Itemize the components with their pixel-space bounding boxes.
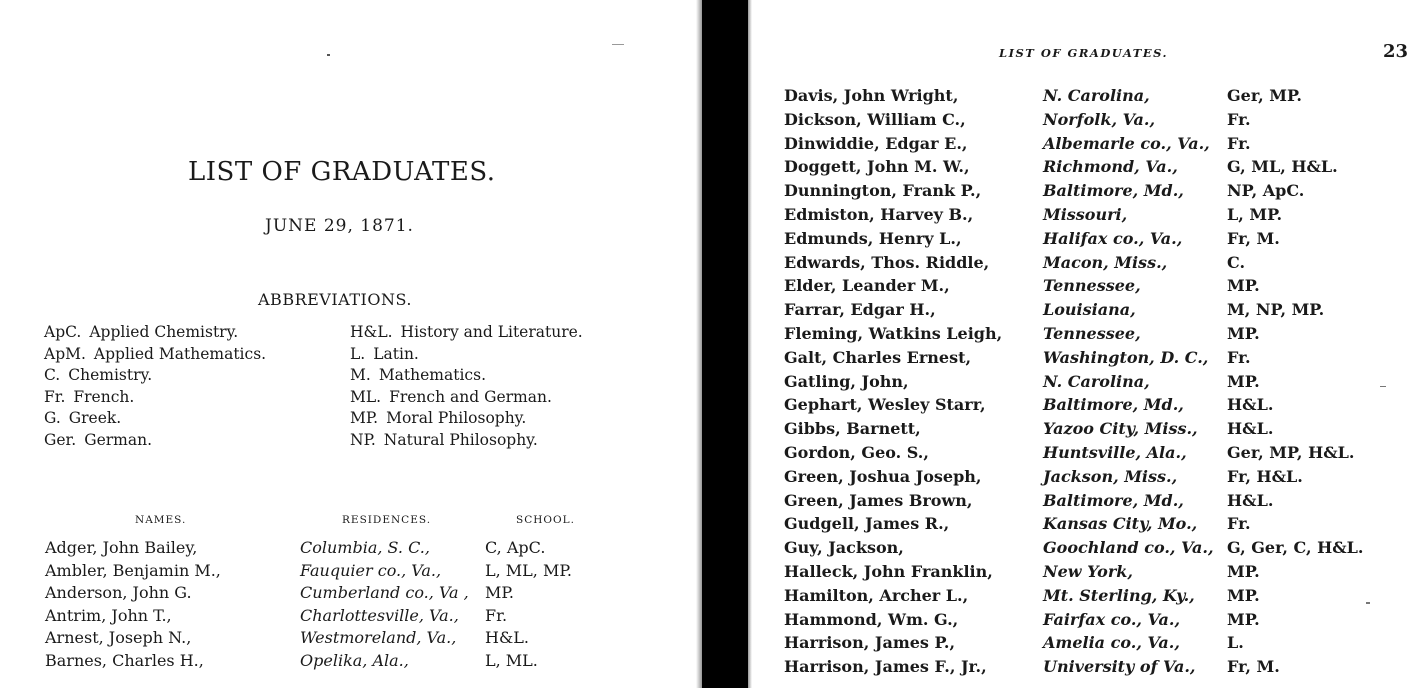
graduate-residence: Amelia co., Va., bbox=[1043, 633, 1180, 653]
graduate-residence: Cumberland co., Va , bbox=[300, 583, 469, 602]
abbreviation-item bbox=[350, 387, 583, 409]
graduate-residence: Washington, D. C., bbox=[1043, 347, 1209, 367]
abbreviation-key: MP. bbox=[350, 409, 379, 427]
table-row bbox=[742, 86, 1419, 110]
abbreviation-key: ApM. bbox=[44, 344, 86, 363]
table-row bbox=[0, 583, 712, 606]
graduate-residence: Fauquier co., Va., bbox=[300, 560, 442, 580]
abbreviation-key: M. bbox=[350, 366, 371, 384]
graduate-residence: Baltimore, Md., bbox=[1043, 181, 1184, 201]
graduate-residence: Tennessee, bbox=[1043, 276, 1141, 296]
abbreviation-item bbox=[350, 322, 583, 344]
table-row bbox=[0, 561, 712, 584]
graduate-name: Harrison, James F., Jr., bbox=[784, 657, 987, 677]
graduate-school: L, ML. bbox=[485, 650, 538, 670]
abbreviation-key: C. bbox=[44, 366, 61, 384]
abbreviation-item bbox=[350, 430, 583, 452]
graduate-name: Dinwiddie, Edgar E., bbox=[784, 133, 968, 153]
graduate-residence: Yazoo City, Miss., bbox=[1043, 419, 1198, 439]
graduate-name: Gudgell, James R., bbox=[784, 514, 950, 534]
graduate-school: Fr. bbox=[1227, 514, 1251, 534]
graduate-name: Edwards, Thos. Riddle, bbox=[784, 252, 990, 272]
abbreviations-list-left bbox=[44, 322, 266, 451]
table-row bbox=[742, 562, 1419, 586]
table-row bbox=[0, 538, 712, 561]
table-row bbox=[742, 324, 1419, 348]
table-row bbox=[742, 205, 1419, 229]
graduate-name: Guy, Jackson, bbox=[784, 538, 904, 558]
abbreviation-item bbox=[44, 387, 266, 409]
running-head: LIST OF GRADUATES. bbox=[999, 46, 1168, 60]
graduate-school: Fr. bbox=[1227, 347, 1251, 367]
graduate-school: Ger, MP. bbox=[1227, 86, 1302, 105]
table-row bbox=[742, 419, 1419, 443]
graduate-residence: Louisiana, bbox=[1043, 300, 1136, 320]
abbreviation-meaning: French and German. bbox=[389, 387, 552, 406]
abbreviation-item bbox=[44, 365, 266, 387]
table-row bbox=[742, 276, 1419, 300]
abbreviation-meaning: Mathematics. bbox=[378, 366, 486, 384]
graduate-name: Halleck, John Franklin, bbox=[784, 561, 993, 581]
graduate-residence: Richmond, Va., bbox=[1043, 157, 1178, 177]
graduate-residence: N. Carolina, bbox=[1043, 371, 1150, 391]
graduate-school: Fr, M. bbox=[1227, 657, 1280, 677]
page-title: LIST OF GRADUATES. bbox=[188, 157, 496, 187]
abbreviation-item bbox=[350, 408, 583, 430]
graduate-school: M, NP, MP. bbox=[1227, 300, 1325, 320]
graduate-residence: Opelika, Ala., bbox=[300, 650, 409, 670]
graduate-school: L, ML, MP. bbox=[485, 560, 572, 580]
graduate-school: H&L. bbox=[485, 628, 529, 647]
abbreviations-heading: ABBREVIATIONS. bbox=[258, 290, 412, 309]
graduate-residence: Westmoreland, Va., bbox=[300, 628, 457, 647]
graduate-school: MP. bbox=[1227, 561, 1260, 581]
school-column-header: SCHOOL. bbox=[516, 514, 575, 526]
graduate-school: MP. bbox=[1227, 276, 1260, 296]
graduate-school: L, MP. bbox=[1227, 204, 1283, 224]
print-speck bbox=[612, 44, 624, 45]
graduate-name: Davis, John Wright, bbox=[784, 86, 959, 105]
graduate-residence: Baltimore, Md., bbox=[1043, 395, 1184, 415]
table-row bbox=[0, 606, 712, 629]
table-row bbox=[742, 229, 1419, 253]
graduate-school: Fr. bbox=[1227, 133, 1251, 153]
graduate-residence: Columbia, S. C., bbox=[300, 538, 430, 557]
graduate-name: Fleming, Watkins Leigh, bbox=[784, 323, 1003, 343]
abbreviation-meaning: Moral Philosophy. bbox=[386, 409, 527, 427]
abbreviation-meaning: Chemistry. bbox=[68, 366, 153, 384]
graduate-school: Fr. bbox=[485, 605, 508, 625]
table-row bbox=[742, 586, 1419, 610]
abbreviation-key: NP. bbox=[350, 430, 376, 449]
table-row bbox=[0, 651, 712, 674]
graduate-residence: Albemarle co., Va., bbox=[1043, 133, 1210, 153]
graduate-school: Fr, M. bbox=[1227, 228, 1280, 248]
table-row bbox=[742, 491, 1419, 515]
graduate-residence: Missouri, bbox=[1043, 204, 1128, 224]
print-speck bbox=[1366, 602, 1370, 604]
residences-column-header: RESIDENCES. bbox=[342, 514, 432, 526]
graduate-school: Ger, MP, H&L. bbox=[1227, 442, 1355, 462]
page-number: 23 bbox=[1383, 41, 1409, 62]
table-row bbox=[0, 628, 712, 651]
abbreviation-key: ApC. bbox=[44, 323, 82, 341]
graduate-name: Edmunds, Henry L., bbox=[784, 228, 962, 248]
graduate-name: Gatling, John, bbox=[784, 371, 909, 391]
abbreviation-meaning: German. bbox=[84, 430, 153, 449]
table-row bbox=[742, 300, 1419, 324]
graduate-residence: Halifax co., Va., bbox=[1043, 228, 1183, 248]
graduate-name: Elder, Leander M., bbox=[784, 276, 950, 296]
graduate-residence: Charlottesville, Va., bbox=[300, 605, 459, 625]
graduate-name: Edmiston, Harvey B., bbox=[784, 204, 974, 224]
graduate-name: Arnest, Joseph N., bbox=[45, 628, 192, 647]
abbreviation-key: H&L. bbox=[350, 323, 393, 341]
abbreviation-item bbox=[44, 408, 266, 430]
graduate-school: Fr, H&L. bbox=[1227, 466, 1303, 486]
abbreviation-item bbox=[350, 365, 583, 387]
graduate-name: Gibbs, Barnett, bbox=[784, 419, 921, 439]
right-page bbox=[742, 0, 1419, 688]
abbreviations-list-right bbox=[350, 322, 583, 451]
graduate-residence: Kansas City, Mo., bbox=[1043, 514, 1198, 534]
graduate-residence: Jackson, Miss., bbox=[1043, 466, 1178, 486]
abbreviation-meaning: Applied Chemistry. bbox=[89, 323, 239, 341]
table-row bbox=[742, 253, 1419, 277]
table-row bbox=[742, 110, 1419, 134]
graduates-table-right bbox=[742, 86, 1419, 681]
table-row bbox=[742, 514, 1419, 538]
abbreviation-meaning: Applied Mathematics. bbox=[93, 344, 267, 363]
graduate-residence: Baltimore, Md., bbox=[1043, 490, 1184, 510]
table-row bbox=[742, 157, 1419, 181]
print-speck bbox=[327, 54, 330, 56]
graduate-name: Farrar, Edgar H., bbox=[784, 300, 936, 320]
abbreviation-meaning: Latin. bbox=[373, 344, 419, 363]
abbreviation-key: Fr. bbox=[44, 387, 66, 406]
abbreviation-meaning: Greek. bbox=[68, 409, 122, 427]
abbreviation-item bbox=[44, 322, 266, 344]
names-column-header: NAMES. bbox=[135, 514, 187, 526]
graduate-name: Antrim, John T., bbox=[45, 605, 172, 625]
graduate-residence: New York, bbox=[1043, 561, 1133, 581]
abbreviation-key: L. bbox=[350, 344, 366, 363]
graduate-school: H&L. bbox=[1227, 490, 1274, 510]
graduate-school: G, Ger, C, H&L. bbox=[1227, 538, 1364, 558]
table-row bbox=[742, 348, 1419, 372]
graduate-name: Barnes, Charles H., bbox=[45, 650, 204, 670]
table-row bbox=[742, 467, 1419, 491]
graduation-date: JUNE 29, 1871. bbox=[265, 216, 414, 236]
graduate-name: Green, James Brown, bbox=[784, 490, 973, 510]
graduate-name: Ambler, Benjamin M., bbox=[45, 560, 221, 580]
graduate-school: Fr. bbox=[1227, 109, 1251, 129]
graduate-name: Dunnington, Frank P., bbox=[784, 181, 982, 201]
abbreviation-meaning: History and Literature. bbox=[400, 323, 583, 341]
graduate-name: Anderson, John G. bbox=[45, 583, 192, 602]
graduate-residence: Norfolk, Va., bbox=[1043, 109, 1156, 129]
table-row bbox=[742, 538, 1419, 562]
table-row bbox=[742, 610, 1419, 634]
graduate-school: NP, ApC. bbox=[1227, 181, 1305, 201]
graduate-residence: Huntsville, Ala., bbox=[1043, 442, 1187, 462]
abbreviation-meaning: French. bbox=[73, 387, 135, 406]
abbreviation-key: ML. bbox=[350, 387, 382, 406]
table-row bbox=[742, 633, 1419, 657]
graduate-name: Doggett, John M. W., bbox=[784, 157, 970, 177]
abbreviation-meaning: Natural Philosophy. bbox=[383, 430, 538, 449]
graduate-school: G, ML, H&L. bbox=[1227, 157, 1338, 177]
graduates-table-left bbox=[0, 538, 712, 673]
graduate-residence: N. Carolina, bbox=[1043, 86, 1150, 105]
abbreviation-key: G. bbox=[44, 409, 61, 427]
graduate-school: H&L. bbox=[1227, 395, 1274, 415]
graduate-name: Hammond, Wm. G., bbox=[784, 609, 959, 629]
graduate-school: C, ApC. bbox=[485, 538, 546, 557]
table-row bbox=[742, 657, 1419, 681]
graduate-school: C. bbox=[1227, 252, 1246, 272]
table-row bbox=[742, 181, 1419, 205]
graduate-residence: Tennessee, bbox=[1043, 323, 1141, 343]
table-row bbox=[742, 372, 1419, 396]
graduate-name: Galt, Charles Ernest, bbox=[784, 347, 972, 367]
abbreviation-item bbox=[44, 344, 266, 366]
graduate-residence: Macon, Miss., bbox=[1043, 252, 1168, 272]
table-row bbox=[742, 443, 1419, 467]
graduate-residence: Fairfax co., Va., bbox=[1043, 609, 1181, 629]
graduate-name: Adger, John Bailey, bbox=[45, 538, 198, 557]
graduate-school: MP. bbox=[1227, 323, 1260, 343]
graduate-name: Hamilton, Archer L., bbox=[784, 585, 969, 605]
abbreviation-key: Ger. bbox=[44, 430, 77, 449]
print-speck bbox=[1380, 386, 1386, 387]
graduate-school: H&L. bbox=[1227, 419, 1274, 439]
graduate-residence: Goochland co., Va., bbox=[1043, 538, 1214, 558]
graduate-school: MP. bbox=[1227, 609, 1260, 629]
table-row bbox=[742, 395, 1419, 419]
graduate-name: Dickson, William C., bbox=[784, 109, 966, 129]
graduate-school: MP. bbox=[1227, 371, 1260, 391]
graduate-residence: Mt. Sterling, Ky., bbox=[1043, 585, 1195, 605]
graduate-school: MP. bbox=[1227, 585, 1260, 605]
graduate-school: MP. bbox=[485, 583, 514, 602]
graduate-school: L. bbox=[1227, 633, 1244, 653]
graduate-name: Gephart, Wesley Starr, bbox=[784, 395, 986, 415]
graduate-residence: University of Va., bbox=[1043, 657, 1196, 677]
graduate-name: Harrison, James P., bbox=[784, 633, 956, 653]
abbreviation-item bbox=[350, 344, 583, 366]
abbreviation-item bbox=[44, 430, 266, 452]
table-row bbox=[742, 134, 1419, 158]
graduate-name: Green, Joshua Joseph, bbox=[784, 466, 982, 486]
graduate-name: Gordon, Geo. S., bbox=[784, 442, 929, 462]
